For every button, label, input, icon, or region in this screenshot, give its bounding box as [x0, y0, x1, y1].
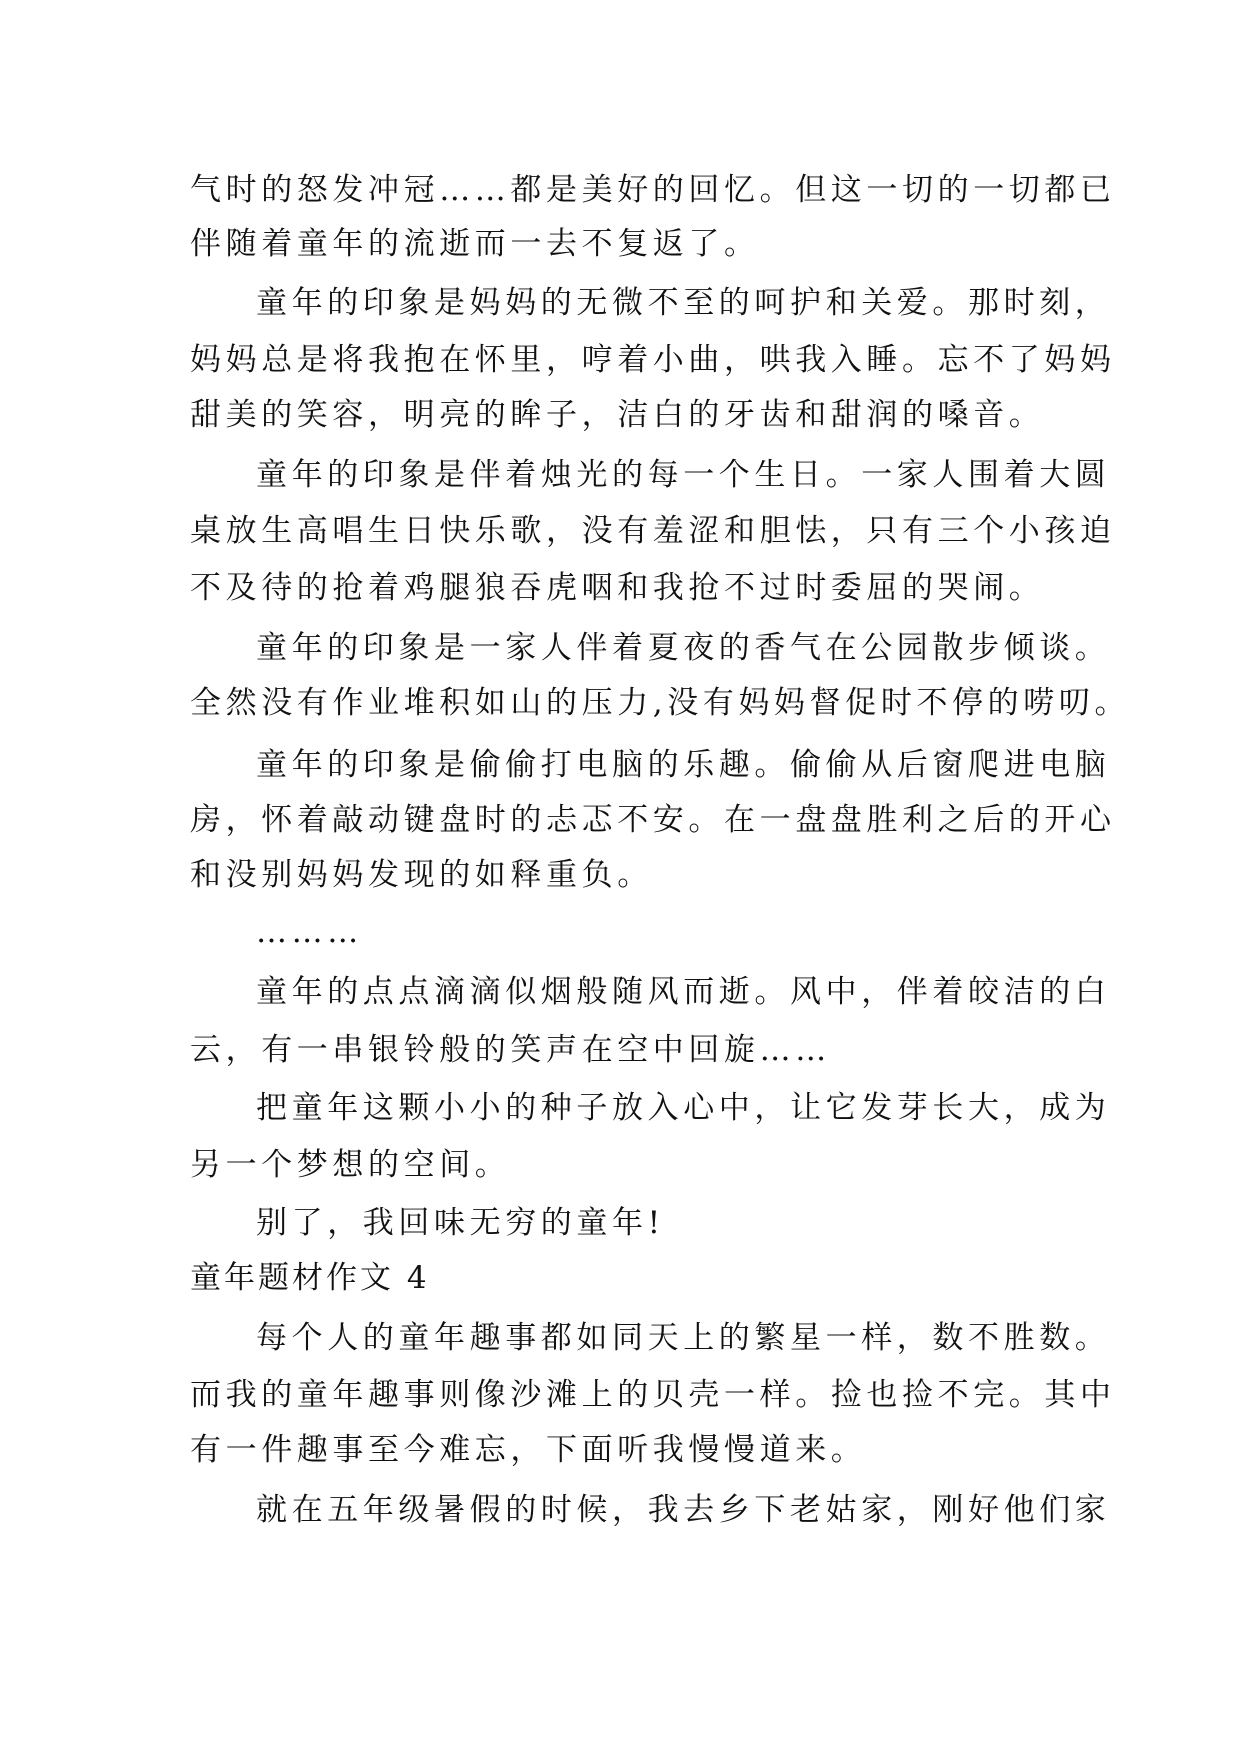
- text-line: 而我的童年趣事则像沙滩上的贝壳一样。捡也捡不完。其中: [190, 1377, 1116, 1413]
- paragraph-first-line: 别了，我回味无穷的童年!: [256, 1205, 665, 1241]
- text-line: 不及待的抢着鸡腿狼吞虎咽和我抢不过时委屈的哭闹。: [190, 570, 1045, 606]
- text-line: 妈妈总是将我抱在怀里，哼着小曲，哄我入睡。忘不了妈妈: [190, 342, 1116, 378]
- section-heading: 童年题材作文 4: [190, 1260, 430, 1296]
- paragraph-first-line: 童年的印象是妈妈的无微不至的呵护和关爱。那时刻，: [256, 285, 1111, 321]
- paragraph-first-line: 就在五年级暑假的时候，我去乡下老姑家，刚好他们家: [256, 1492, 1111, 1528]
- paragraph-first-line: 童年的点点滴滴似烟般随风而逝。风中，伴着皎洁的白: [256, 974, 1111, 1010]
- paragraph-first-line: 童年的印象是偷偷打电脑的乐趣。偷偷从后窗爬进电脑: [256, 747, 1111, 783]
- text-line: 桌放生高唱生日快乐歌，没有羞涩和胆怯，只有三个小孩迫: [190, 513, 1116, 549]
- text-line: 另一个梦想的空间。: [190, 1147, 511, 1183]
- text-line: 全然没有作业堆积如山的压力,没有妈妈督促时不停的唠叨。: [190, 685, 1131, 721]
- paragraph-first-line: 童年的印象是伴着烛光的每一个生日。一家人围着大圆: [256, 457, 1111, 493]
- text-line: 和没别妈妈发现的如释重负。: [190, 857, 653, 893]
- text-line: 气时的怒发冲冠……都是美好的回忆。但这一切的一切都已: [190, 172, 1116, 208]
- paragraph-first-line: 每个人的童年趣事都如同天上的繁星一样，数不胜数。: [256, 1320, 1111, 1356]
- paragraph-first-line: 把童年这颗小小的种子放入心中，让它发芽长大，成为: [256, 1090, 1111, 1126]
- text-line: 甜美的笑容，明亮的眸子，洁白的牙齿和甜润的嗓音。: [190, 397, 1045, 433]
- text-line: 房，怀着敲动键盘时的忐忑不安。在一盘盘胜利之后的开心: [190, 802, 1116, 838]
- ellipsis-line: ………: [256, 914, 363, 950]
- text-line: 伴随着童年的流逝而一去不复返了。: [190, 226, 760, 262]
- text-line: 云，有一串银铃般的笑声在空中回旋……: [190, 1032, 831, 1068]
- paragraph-first-line: 童年的印象是一家人伴着夏夜的香气在公园散步倾谈。: [256, 630, 1111, 666]
- text-line: 有一件趣事至今难忘，下面听我慢慢道来。: [190, 1432, 867, 1468]
